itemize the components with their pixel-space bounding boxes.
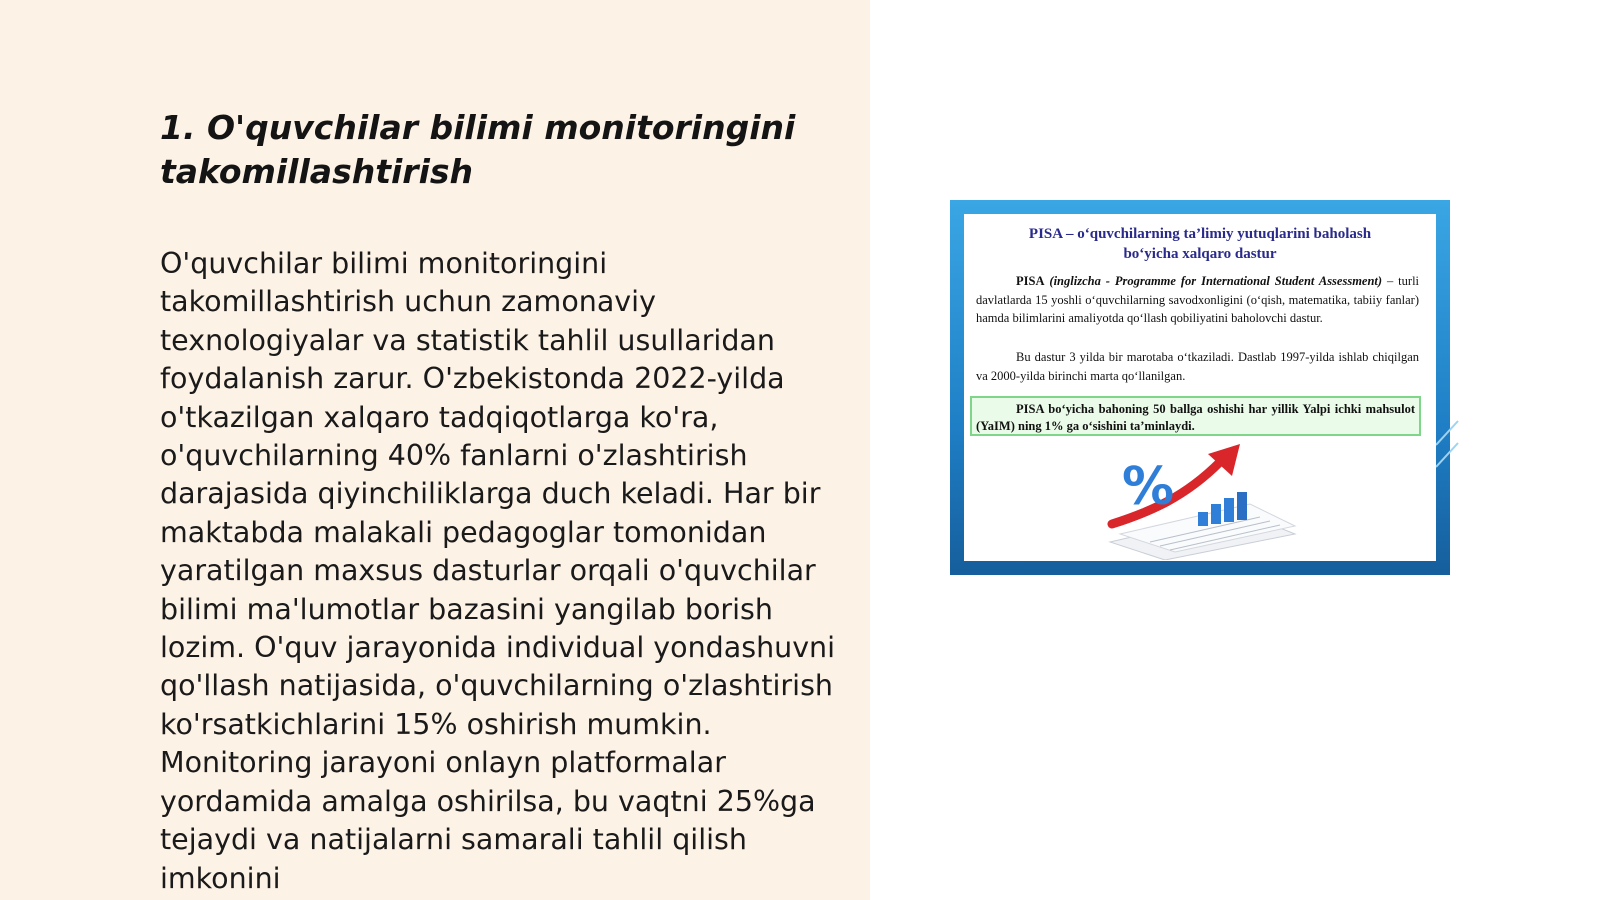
growth-chart-icon <box>1090 442 1300 560</box>
slide-para1-lead: PISA <box>1016 274 1045 288</box>
pisa-slide-image <box>950 200 1450 575</box>
slide-paragraph-1 <box>976 272 1419 328</box>
slide-title <box>964 224 1436 264</box>
slide-para1-italic: (inglizcha - Programme for International Student Assessment) <box>1049 274 1383 288</box>
pisa-slide-content <box>964 214 1436 561</box>
body-paragraph: O'quvchilar bilimi monitoringini takomillashtirish uchun zamonaviy texnologiyalar va statistik tahlil usullaridan foydalanish zarur. O'zbekistonda 2022-yilda o'tkazilgan xalqaro tadqiqotlarga ko'ra, o'quvchilarning 40% fanlarni o'zlashtirish darajasida qiyinchiliklarga duch keladi. Har bir maktabda malakali pedagoglar tomonidan yaratilgan maxsus dasturlar orqali o'quvchilar bilimi ma'lumotlar bazasini yangilab borish lozim. O'quv jarayonida individual yondashuvni qo'llash natijasida, o'quvchilarning o'zlashtirish ko'rsatkichlarini 15% oshirish mumkin. Monitoring jarayoni onlayn platformalar yordamida amalga oshirilsa, bu vaqtni 25%ga tejaydi va natijalarni samarali tahlil qilish imkonini <box>160 247 836 895</box>
page-title: 1. O'quvchilar bilimi monitoringini takomillashtirish <box>160 108 796 191</box>
slide-title-line-1: PISA – o‘quvchilarning ta’limiy yutuqlarini baholash <box>1028 226 1372 242</box>
slide-title-line-2: bo‘yicha xalqaro dastur <box>1123 246 1277 262</box>
slide-para1-rest: – turli davlatlarda 15 yoshli o‘quvchilarning savodxonligini (o‘qish, matematika, tabiiy fanlar) hamda bilimlarini amaliyotda qo‘llash qobiliyatini baholovchi dastur. <box>976 274 1420 326</box>
decorative-lines-icon <box>1436 415 1466 475</box>
slide-highlight-box: PISA bo‘yicha bahoning 50 ballga oshishi har yillik Yalpi ichki mahsulot (YaIM) ning 1% ga o‘sishini ta’minlaydi. <box>970 396 1421 436</box>
slide-paragraph-2: Bu dastur 3 yilda bir marotaba o‘tkaziladi. Dastlab 1997-yilda ishlab chiqilgan va 2000-yilda birinchi marta qo‘llanilgan. <box>976 350 1419 383</box>
percent-symbol: % <box>1122 457 1175 517</box>
